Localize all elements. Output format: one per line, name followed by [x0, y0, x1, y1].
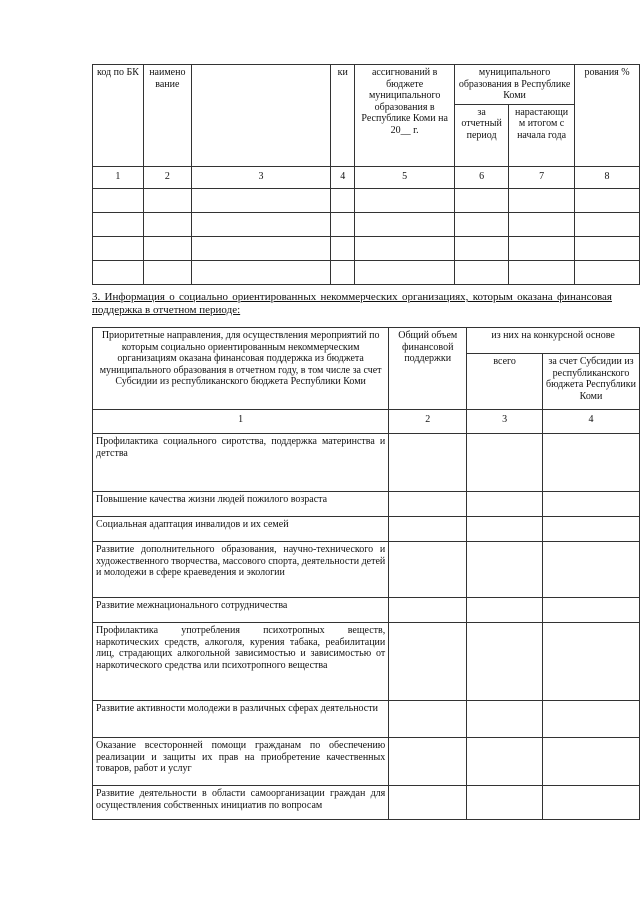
table-row [93, 260, 640, 284]
col-header-name: наимено вание [143, 65, 191, 167]
col-header-total: всего [467, 354, 543, 410]
direction-label: Оказание всесторонней помощи гражданам по обеспечению реализации и защиты их прав на приобретение качественных товаров, работ и услуг [93, 738, 389, 786]
col-header-bk-code: код по БК [93, 65, 144, 167]
col-number: 6 [455, 166, 509, 188]
table-row [93, 236, 640, 260]
table-row [93, 623, 640, 701]
direction-label: Развитие активности молодежи в различных сферах деятельности [93, 701, 389, 738]
col-number: 8 [575, 166, 640, 188]
table-row [93, 517, 640, 542]
table-row [93, 701, 640, 738]
col-header-municipal-group: муниципального образования в Республике Коми [455, 65, 575, 105]
col-number: 5 [355, 166, 455, 188]
col-header-cumulative: нарастающи м итогом с начала года [509, 104, 575, 166]
table-row [93, 434, 640, 492]
section-3-title: 3. Информация о социально ориентированных некоммерческих организациях, которым оказана финансовая поддержка в отчетном периоде: [92, 291, 612, 316]
direction-label: Развитие деятельности в области самоорганизации граждан для осуществления собственных инициатив по вопросам [93, 786, 389, 820]
direction-label: Развитие дополнительного образования, научно-технического и художественного творчества, массового спорта, деятельности детей и молодежи в сфере краеведения и экологии [93, 542, 389, 598]
col-number: 3 [191, 166, 330, 188]
table-row [93, 492, 640, 517]
direction-label: Социальная адаптация инвалидов и их семей [93, 517, 389, 542]
table-row [93, 738, 640, 786]
col-header-percent: рования % [575, 65, 640, 167]
direction-label: Развитие межнационального сотрудничества [93, 598, 389, 623]
table-row [93, 786, 640, 820]
col-number: 1 [93, 166, 144, 188]
table-row [93, 598, 640, 623]
col-header-allocations: ассигнований в бюджете муниципального образования в Республике Коми на 20__ г. [355, 65, 455, 167]
direction-label: Профилактика социального сиротства, поддержка материнства и детства [93, 434, 389, 492]
table-row [93, 542, 640, 598]
col-header-competitive-group: из них на конкурсной основе [467, 328, 640, 354]
col-header-subsidy: за счет Субсидии из республиканского бюджета Республики Коми [543, 354, 640, 410]
col-number: 4 [543, 410, 640, 434]
direction-label: Повышение качества жизни людей пожилого возраста [93, 492, 389, 517]
budget-table [92, 64, 640, 285]
col-header-total-support: Общий объем финансовой поддержки [389, 328, 467, 410]
col-number: 3 [467, 410, 543, 434]
table-row [93, 188, 640, 212]
col-header-ki: ки [331, 65, 355, 167]
col-number: 4 [331, 166, 355, 188]
col-header-blank [191, 65, 330, 167]
direction-label: Профилактика употребления психотропных веществ, наркотических средств, алкоголя, курения табака, реабилитации лиц, страдающих алкогольной зависимостью и зависимостью от наркотического средства или психотропного вещества [93, 623, 389, 701]
table-row [93, 212, 640, 236]
col-number: 2 [389, 410, 467, 434]
nko-support-table [92, 327, 640, 820]
col-header-priority-directions: Приоритетные направления, для осуществления мероприятий по которым социально ориентированным некоммерческим организациям оказана финансовая поддержка из бюджета муниципального образования в отчетном году, в том числе за счет Субсидии из республиканского бюджета Республики Коми [93, 328, 389, 410]
col-number: 2 [143, 166, 191, 188]
col-number: 7 [509, 166, 575, 188]
col-number: 1 [93, 410, 389, 434]
col-header-reporting-period: за отчетный период [455, 104, 509, 166]
